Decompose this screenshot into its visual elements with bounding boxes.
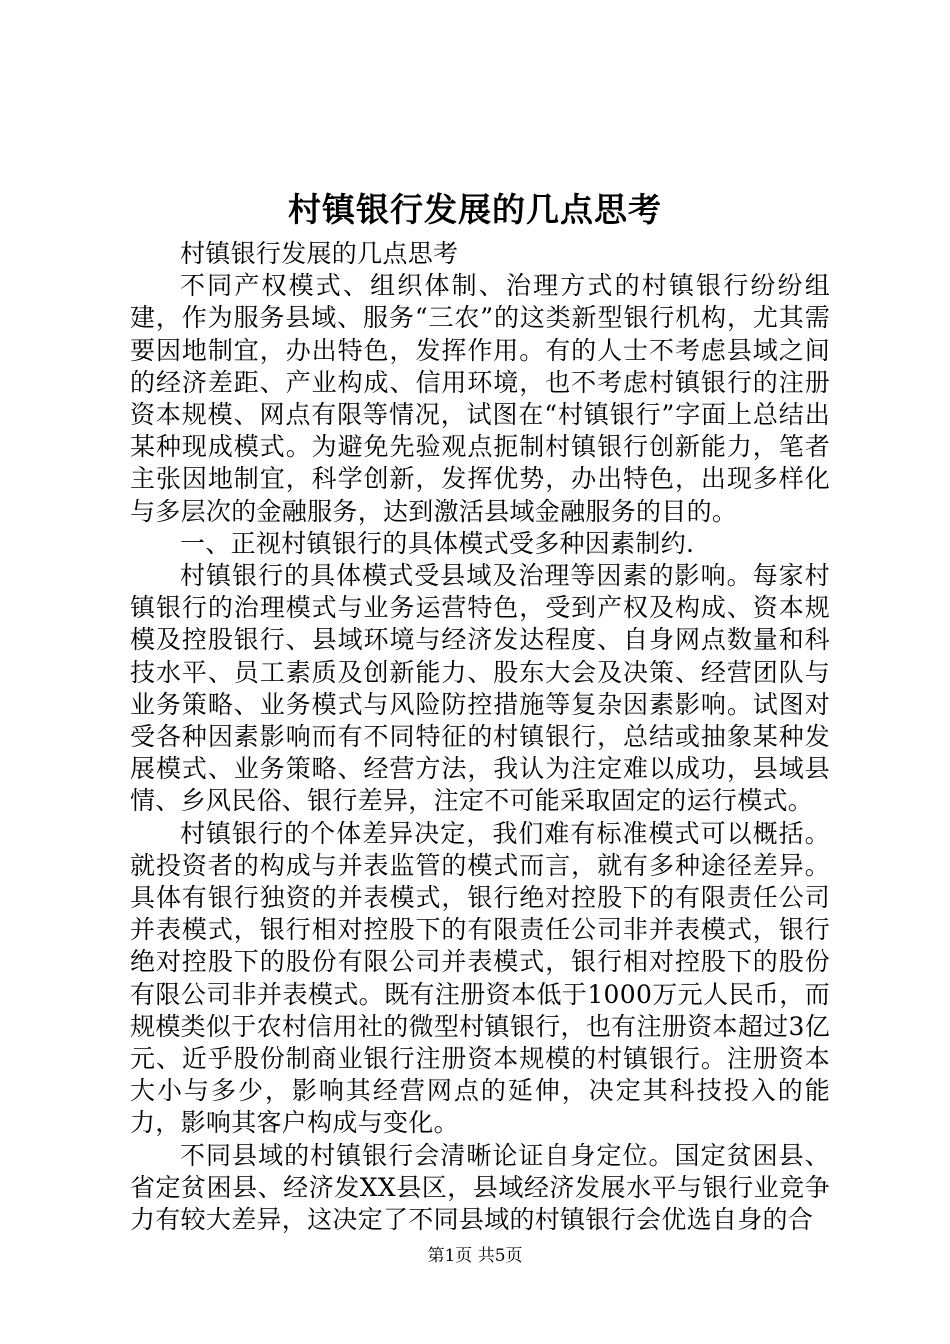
section-heading: 一、正视村镇银行的具体模式受多种因素制约. [180,528,695,558]
document-title: 村镇银行发展的几点思考 [288,190,662,229]
paragraph: 不同产权模式、组织体制、治理方式的村镇银行纷纷组建，作为服务县域、服务“三农”的这类新型银行机构，尤其需要因地制宜，办出特色，发挥作用。有的人士不考虑县域之间的经济差距、产业构成、信用环境，也不考虑村镇银行的注册资本规模、网点有限等情况，试图在“村镇银行”字面上总结出某种现成模式。为避免先验观点扼制村镇银行创新能力，笔者主张因地制宜，科学创新，发挥优势，办出特色，出现多样化与多层次的金融服务，达到激活县域金融服务的目的。 [130,271,830,526]
document-body [130,238,830,1236]
paragraph: 村镇银行的具体模式受县域及治理等因素的影响。每家村镇银行的治理模式与业务运营特色，受到产权及构成、资本规模及控股银行、县域环境与经济发达程度、自身网点数量和科技水平、员工素质及创新能力、股东大会及决策、经营团队与业务策略、业务模式与风险防控措施等复杂因素影响。试图对受各种因素影响而有不同特征的村镇银行，总结或抽象某种发展模式、业务策略、经营方法，我认为注定难以成功，县域县情、乡风民俗、银行差异，注定不可能采取固定的运行模式。 [130,561,830,816]
paragraph: 村镇银行的个体差异决定，我们难有标准模式可以概括。就投资者的构成与并表监管的模式而言，就有多种途径差异。具体有银行独资的并表模式，银行绝对控股下的有限责任公司并表模式，银行相对控股下的有限责任公司非并表模式，银行绝对控股下的股份有限公司并表模式，银行相对控股下的股份有限公司非并表模式。既有注册资本低于1000万元人民币，而规模类似于农村信用社的微型村镇银行，也有注册资本超过3亿元、近乎股份制商业银行注册资本规模的村镇银行。注册资本大小与多少，影响其经营网点的延伸，决定其科技投入的能力，影响其客户构成与变化。 [130,818,830,1138]
paragraph-subtitle: 村镇银行发展的几点思考 [180,239,459,268]
paragraph: 不同县域的村镇银行会清晰论证自身定位。国定贫困县、省定贫困县、经济发XX县区，县域经济发展水平与银行业竞争力有较大差异，这决定了不同县域的村镇银行会优选自身的合 [130,1140,830,1235]
page-number-footer: 第1页 共5页 [427,1246,523,1266]
